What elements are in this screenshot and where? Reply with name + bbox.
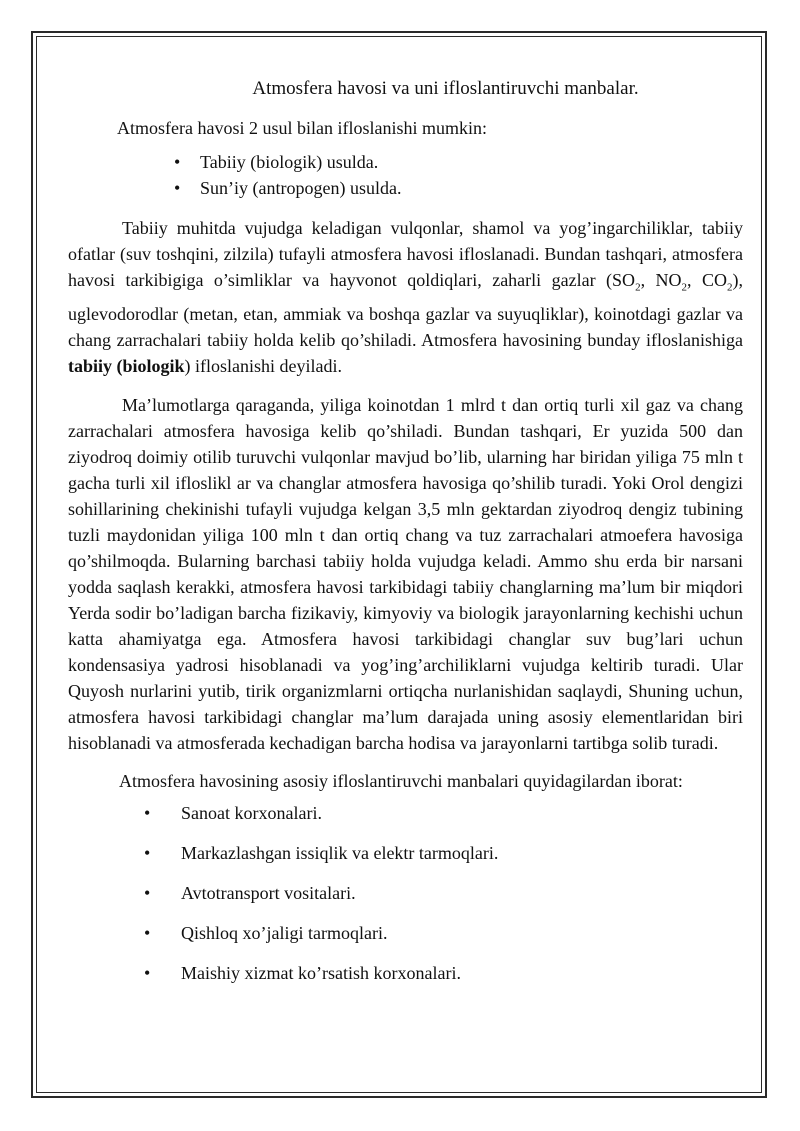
sources-intro: Atmosfera havosining asosiy ifloslantiruvchi manbalari quyidagilardan iborat: bbox=[119, 770, 683, 791]
list-item: • Markazlashgan issiqlik va elektr tarmoqlari. bbox=[68, 840, 743, 866]
list-item: • Qishloq xo’jaligi tarmoqlari. bbox=[68, 920, 743, 946]
document-title: Atmosfera havosi va uni ifloslantiruvchi manbalar. bbox=[252, 78, 639, 99]
list-item: • Sun’iy (antropogen) usulda. bbox=[68, 175, 743, 201]
bold-term: tabiiy (biologik bbox=[68, 355, 185, 376]
bullet-icon: • bbox=[174, 152, 181, 172]
bullet-icon: • bbox=[144, 842, 151, 863]
paragraph-statistics: Ma’lumotlarga qaraganda, yiliga koinotdan 1 mlrd t dan ortiq turli xil gaz va chang zarrachalari atmosfera havosiga kelib qo’shiladi. Bundan tashqari, Er yuzida 500 dan ziyodroq doimiy otilib turuvchi vulqonlar mavjud bo’lib, ularning har biridan yiliga 75 mln t gacha turli xil ifloslikl ar va changlar atmosfera havosiga qo’shilib turadi. Yoki Orol dengizi sohillarining chekinishi tufayli vujudga kelgan 3,5 mln gektardan ziyodroq dengiz tubining tuzli maydonidan yiliga 100 mln t dan ortiq chang va tuz zarrachalari atmoefera havosiga qo’shilmoqda. Bularning barchasi tabiiy holda vujudga keladi. Ammo shu erda bir narsani yodda saqlash kerakki, atmosfera havosi tarkibidagi tabiiy changlarning ma’lum bir miqdori Yerda sodir bo’ladigan barcha fizikaviy, kimyoviy va biologik jarayonlarning kechishi uchun katta ahamiyatga ega. Atmosfera havosi tarkibidagi changlar suv bug’lari uchun kondensasiya yadrosi hisoblanadi va yog’ing’archiliklarni vujudga keltirib turadi. Ular Quyosh nurlarini yutib, tirik organizmlarni ortiqcha nurlanishidan saqlaydi, Shuning uchun, atmosfera havosi tarkibidagi changlar ma’lum darajada uning asosiy elementlaridan biri hisoblanadi va atmosferada kechadigan barcha hodisa va jarayonlarni tartibga solib turadi. bbox=[68, 394, 743, 753]
bullet-icon: • bbox=[144, 882, 151, 903]
list-item: • Tabiiy (biologik) usulda. bbox=[68, 149, 743, 175]
bullet-icon: • bbox=[174, 178, 181, 198]
list-item: • Maishiy xizmat ko’rsatish korxonalari. bbox=[68, 960, 743, 986]
bullet-icon: • bbox=[144, 802, 151, 823]
paragraph-natural-pollution: Tabiiy muhitda vujudga keladigan vulqonlar, shamol va yog’ingarchiliklar, tabiiy ofatlar (suv toshqini, zilzila) tufayli atmosfera havosi ifloslanadi. Bundan tashqari, atmosfera havosi tarkibigiga o’simliklar va hayvonot qoldiqlari, zaharli gazlar ($SO_2$, $NO_2$, $CO_2$), uglevodorodlar (metan, etan, ammiak va boshqa gazlar va suyuqliklar), koinotdagi gazlar va chang zarrachalari tabiiy holda kelib qo’shiladi. Atmosfera havosining bunday ifloslanishiga tabiiy (biologik) ifloslanishi deyiladi. bbox=[68, 218, 743, 376]
list-item: • Sanoat korxonalari. bbox=[68, 800, 743, 826]
pollution-sources-list bbox=[68, 800, 743, 986]
intro-line: Atmosfera havosi 2 usul bilan ifloslanishi mumkin: bbox=[117, 118, 487, 138]
bullet-icon: • bbox=[144, 922, 151, 943]
bullet-icon: • bbox=[144, 962, 151, 983]
pollution-methods-list bbox=[68, 149, 743, 201]
list-item: • Avtotransport vositalari. bbox=[68, 880, 743, 906]
document-body bbox=[68, 76, 743, 1000]
